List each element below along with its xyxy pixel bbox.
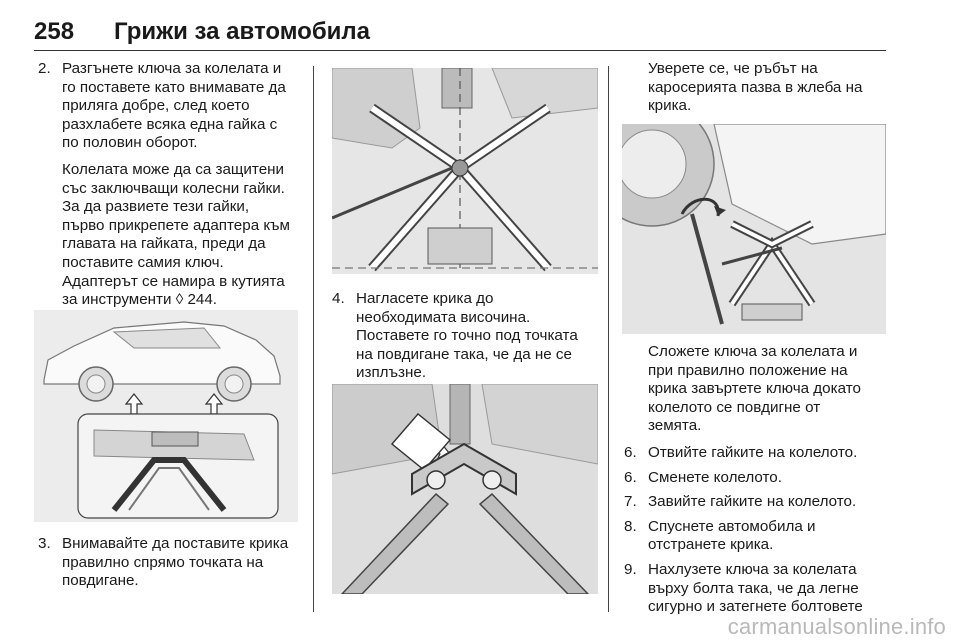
column-divider xyxy=(608,66,609,612)
step-4-line: изплъзне. xyxy=(356,364,427,382)
step-2-line: по половин оборот. xyxy=(62,134,198,152)
step-3-line: Внимавайте да поставите крика xyxy=(62,535,289,552)
step-6 xyxy=(624,469,888,488)
after-fig-line: Сложете ключа за колелата и xyxy=(648,343,858,360)
note-line: поставите самия ключ. xyxy=(62,253,224,271)
note-line: Колелата може да са защитени xyxy=(62,160,285,178)
step-number: 2. xyxy=(38,60,51,77)
step-line: Сменете колелото. xyxy=(648,468,782,486)
intro-line: каросерията пазва в жлеба на xyxy=(648,78,863,96)
step-4-line: необходимата височина. xyxy=(356,308,531,326)
figure-jack-adjust xyxy=(332,68,598,274)
jack-adjust-illustration xyxy=(332,68,598,274)
step-2-line: го поставете като внимавате да xyxy=(62,78,286,96)
step-line: Завийте гайките на колелото. xyxy=(648,493,857,511)
step-2-line: приляга добре, след което xyxy=(62,97,250,115)
step-2 xyxy=(38,60,300,153)
step-line: сигурно и затегнете болтовете xyxy=(648,598,863,616)
after-fig-line: земята. xyxy=(648,417,702,435)
step-4 xyxy=(332,290,598,383)
after-fig-line: колелото се повдигне от xyxy=(648,398,821,416)
step-line: Нахлузете ключа за колелата xyxy=(648,560,857,578)
step-number: 7. xyxy=(624,493,637,511)
note-line-text: за инструменти xyxy=(62,291,172,309)
note-line: За да развиете тези гайки, xyxy=(62,198,250,216)
note-line: главата на гайката, преди да xyxy=(62,235,266,253)
lock-nut-note xyxy=(38,161,300,310)
page-header xyxy=(34,14,886,51)
body-in-groove-note xyxy=(624,60,888,116)
raise-wheel-note xyxy=(624,343,888,436)
step-number: 6. xyxy=(624,468,637,486)
column-3-top xyxy=(624,60,888,116)
column-1 xyxy=(38,60,300,310)
column-3-bottom xyxy=(624,343,888,617)
intro-line: Уверете се, че ръбът на xyxy=(648,60,818,77)
step-4-line: на повдигане така, че да не се xyxy=(356,345,572,363)
column-2-text xyxy=(332,290,598,383)
after-fig-line: крика завъртете ключа докато xyxy=(648,380,861,398)
column-1-bottom xyxy=(38,535,300,591)
step-number: 6. xyxy=(624,443,637,461)
page-number: 258 xyxy=(34,18,75,45)
column-divider xyxy=(313,66,314,612)
note-line: първо прикрепете адаптера към xyxy=(62,216,290,234)
step-5 xyxy=(624,444,888,463)
figure-lifting-points xyxy=(34,310,298,522)
step-8 xyxy=(624,518,888,555)
page-ref-arrow-icon[interactable]: ◊ xyxy=(175,291,184,309)
jack-wrench-illustration xyxy=(622,124,886,334)
step-3-line: правилно спрямо точката на xyxy=(62,553,264,571)
jack-head-illustration xyxy=(332,384,598,594)
watermark: carmanualsonline.info xyxy=(727,614,946,639)
step-3-line: повдигане. xyxy=(62,572,139,590)
step-number: 9. xyxy=(624,560,637,578)
step-3 xyxy=(38,535,300,591)
step-line: Спуснете автомобила и xyxy=(648,517,816,535)
note-line: Адаптерът се намира в кутията xyxy=(62,272,285,290)
figure-jack-head xyxy=(332,384,598,594)
note-line xyxy=(62,291,300,310)
lifting-points-illustration xyxy=(34,310,298,522)
page-ref-number[interactable]: 244. xyxy=(187,291,218,309)
step-line: върху болта така, че да легне xyxy=(648,579,859,597)
step-line: отстранете крика. xyxy=(648,536,774,554)
note-line: със заключващи колесни гайки. xyxy=(62,179,285,197)
chapter-title: Грижи за автомобила xyxy=(114,18,371,45)
figure-jack-wrench xyxy=(622,124,886,334)
step-2-line: разхлабете всяка една гайка с xyxy=(62,115,278,133)
after-fig-line: при правилно положение на xyxy=(648,361,848,379)
intro-line: крика. xyxy=(648,97,692,115)
step-line: Отвийте гайките на колелото. xyxy=(648,443,858,461)
step-7 xyxy=(624,493,888,512)
step-number: 3. xyxy=(38,535,51,552)
step-number: 4. xyxy=(332,290,345,307)
step-4-line: Нагласете крика до xyxy=(356,290,494,307)
step-number: 8. xyxy=(624,517,637,535)
step-2-line: Разгънете ключа за колелата и xyxy=(62,60,282,77)
step-4-line: Поставете го точно под точката xyxy=(356,327,578,345)
step-9 xyxy=(624,561,888,617)
